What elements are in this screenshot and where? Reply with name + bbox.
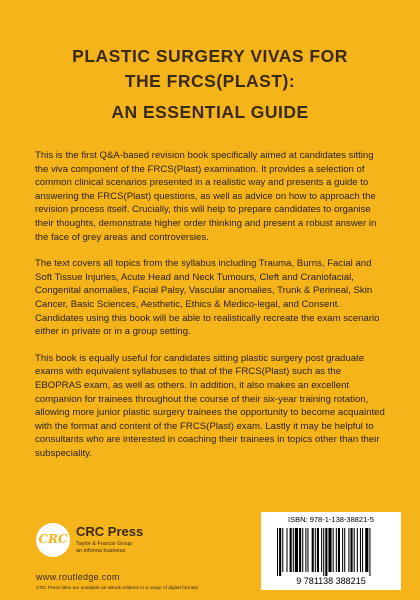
publisher-group-line-1: Taylor & Francis Group <box>76 541 133 547</box>
barcode-digits: 9 781138 388215 <box>296 576 366 586</box>
publisher-logo <box>36 523 236 563</box>
barcode-bar <box>312 528 314 572</box>
barcode-bar <box>333 528 334 572</box>
barcode-bar <box>351 528 353 572</box>
crc-logo-text: CRC <box>38 532 68 546</box>
isbn-label: ISBN: 978-1-138-38821-5 <box>288 515 374 524</box>
title-line-2: THE FRCS(PLAST): <box>124 71 296 91</box>
book-title <box>0 44 420 125</box>
publisher-url: www.routledge.com <box>36 572 120 582</box>
isbn-barcode <box>261 512 401 590</box>
publisher-group-line-2: an informa business <box>76 548 126 554</box>
barcode-bar <box>321 528 322 572</box>
barcode-bar <box>336 528 337 572</box>
blurb <box>35 149 389 473</box>
crc-logo-icon <box>36 523 70 557</box>
barcode-bar <box>369 528 370 576</box>
barcode-bars <box>267 526 395 588</box>
barcode-bar <box>357 528 358 572</box>
blurb-paragraph-1: This is the first Q&A-based revision book specifically aimed at candidates sitting the viva component of the FRCS(Plast) examination. It provides a selection of common clinical scenarios presented in a realistic way and presents a guide to answering the FRCS(Plast) questions, as well as advice on how to approach the revision process itself. Crucially, this will help to prepare candidates to organise their thoughts, demonstrate higher order thinking and present a robust answer in the face of grey areas and controversies. <box>35 150 377 243</box>
title-line-1: PLASTIC SURGERY VIVAS FOR <box>72 46 348 66</box>
barcode-bar <box>307 528 308 572</box>
barcode-bar <box>317 528 319 572</box>
barcode-bar <box>348 528 349 572</box>
barcode-bar <box>286 528 287 572</box>
barcode-bar <box>315 528 316 572</box>
barcode-bar <box>305 528 306 572</box>
barcode-bar <box>360 528 361 572</box>
publisher-name: CRC Press <box>76 524 144 539</box>
title-subtitle: AN ESSENTIAL GUIDE <box>111 102 309 122</box>
barcode-bar <box>295 528 298 572</box>
barcode-bar <box>365 528 368 572</box>
blurb-paragraph-3: This book is equally useful for candidates sitting plastic surgery post graduate exams with equivalent syllabuses to that of the FRCS(Plast) such as the EBOPRAS exam, as well as others. In addition, it also makes an excellent companion for trainees throughout the course of their six-year training rotation, allowing more junior plastic surgery trainees the opportunity to become acquainted with the format and content of the FRCS(Plast) exam. Lastly it may be helpful to consultants who are interested in coaching their trainees in topics other than their subspeciality. <box>35 352 385 459</box>
barcode-bar <box>279 528 281 576</box>
barcode-bar <box>293 528 294 572</box>
barcode-bar <box>325 528 327 576</box>
barcode-bar <box>290 528 292 572</box>
barcode-bar <box>299 528 301 572</box>
barcode-bar <box>354 528 355 572</box>
publisher-group <box>76 541 132 555</box>
barcode-bar <box>344 528 345 572</box>
barcode-bar <box>282 528 283 572</box>
barcode-bar <box>338 528 340 572</box>
ebook-note: CRC Press titles are available as eBook editions in a range of digital formats <box>36 586 199 591</box>
blurb-paragraph-2: The text covers all topics from the syllabus including Trauma, Burns, Facial and Soft Tissue Injuries, Acute Head and Neck Tumours, Cleft and Craniofacial, Congenital anomalies, Facial Palsy, Vascular anomalies, Trunk & Perineal, Skin Cancer, Basic Sciences, Aesthetic, Ethics & Medico-legal, and Consent. Candidates using this book will be able to realistically recreate the exam scenario either in private or in a group setting. <box>35 258 380 338</box>
barcode-bar <box>342 528 343 572</box>
barcode-bar <box>277 528 278 576</box>
barcode-bar <box>362 528 363 572</box>
barcode-bar <box>302 528 303 572</box>
barcode-bar <box>328 528 331 572</box>
barcode-bar <box>323 528 324 576</box>
